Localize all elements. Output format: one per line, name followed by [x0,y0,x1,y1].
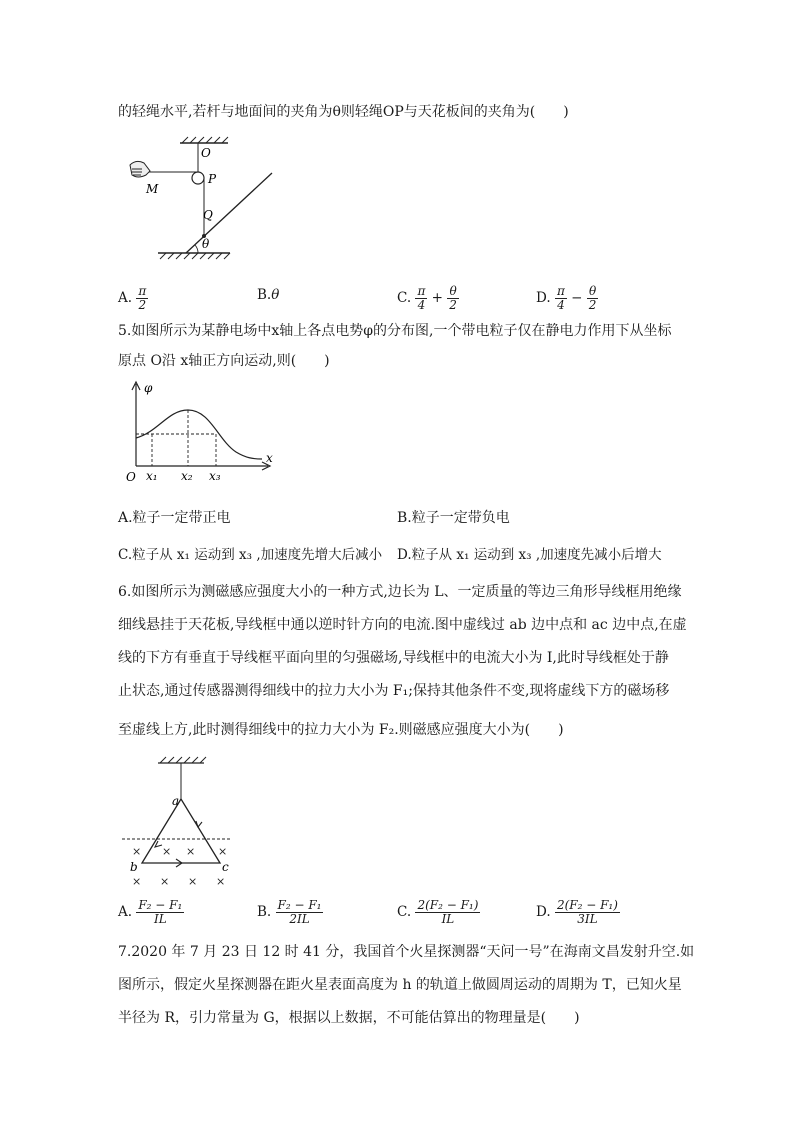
cross-6: × [160,875,170,888]
q7-line1: 7.2020 年 7 月 23 日 12 时 41 分，我国首个火星探测器“天问一号”在海南文昌发射升空.如 [118,944,695,960]
label-b: b [130,860,138,874]
q5-option-c[interactable]: C.粒子从 x₁ 运动到 x₃ ,加速度先增大后减小 [118,547,383,563]
label-a: a [172,794,180,808]
dashed-guides [136,410,216,466]
cross-1: × [132,845,142,858]
angle-arc [195,245,198,253]
q5-option-b[interactable]: B.粒子一定带负电 [397,510,510,526]
fraction: $\frac{\theta}{2}$ [449,284,457,312]
cross-4: × [218,845,228,858]
current-arrow-ab [155,841,162,847]
q6-option-c[interactable]: C. $\frac{\text{2(F₂ − F₁)}}{IL}$ [397,898,479,926]
fraction: $\frac{\text{2(F₂ − F₁)}}{IL}$ [417,898,479,926]
q7-line3: 半径为 R，引力常量为 G，根据以上数据，不可能估算出的物理量是( ) [118,1010,580,1026]
q5-stem-line2: 原点 O沿 x轴正方向运动,则( ) [118,353,330,369]
q5-option-a[interactable]: A.粒子一定带正电 [118,510,231,526]
ceiling-hatch [160,757,206,763]
fraction: $\frac{\pi}{4}$ [417,284,426,312]
label-phi: φ [144,381,153,395]
q4-option-c[interactable]: C. $\frac{\pi}{4}$ + $\frac{\theta}{2}$ [397,284,457,312]
cross-2: × [162,845,172,858]
fraction: $\frac{\theta}{2}$ [588,284,597,312]
q6-line1: 6.如图所示为测磁感应强度大小的一种方式,边长为 L、一定质量的等边三角形导线框用绝缘 [118,584,682,600]
q5-stem-line1: 5.如图所示为某静电场中x轴上各点电势φ的分布图,一个带电粒子仅在静电力作用下从坐标 [118,323,672,339]
q5-graph [118,378,288,488]
label-m: M [146,182,159,196]
q4-option-b[interactable]: B.θ [257,287,280,303]
ceiling-hatch [182,137,228,143]
q6-option-a[interactable]: A. $\frac{\text{F₂ − F₁}}{IL}$ [118,898,183,926]
ground-hatch [160,253,230,259]
label-origin: O [126,470,136,484]
cross-8: × [216,875,226,888]
q4-option-a[interactable]: A. $\frac{\pi}{2}$ [118,284,147,312]
fraction: $\frac{\pi}{4}$ [556,284,565,312]
fraction: $\frac{\text{2(F₂ − F₁)}}{3IL}$ [556,898,618,926]
fraction: $\frac{\text{F₂ − F₁}}{2IL}$ [277,898,322,926]
q4-option-d[interactable]: D. $\frac{\pi}{4}$ − $\frac{\theta}{2}$ [536,284,597,312]
q6-line2: 细线悬挂于天花板,导线框中通以逆时针方向的电流.图中虚线过 ab 边中点和 ac 边中点,在虚 [118,617,687,633]
label-c: c [222,860,229,874]
hand-icon [130,161,150,177]
q4-figure [118,135,288,265]
label-x2: x₂ [181,469,193,483]
cross-3: × [186,845,196,858]
fraction: $\frac{\pi}{2}$ [138,284,147,312]
label-q: Q [203,208,213,222]
label-x3: x₃ [209,469,221,483]
label-x1: x₁ [146,469,158,483]
label-x: x [266,451,273,465]
cross-7: × [188,875,198,888]
wire-frame-triangle [142,799,220,863]
q6-figure [118,755,248,895]
potential-curve [136,410,262,459]
q4-stem: 的轻绳水平,若杆与地面间的夹角为θ则轻绳OP与天花板间的夹角为( ) [118,104,569,120]
q6-line4: 止状态,通过传感器测得细线中的拉力大小为 F₁;保持其他条件不变,现将虚线下方的磁场移 [118,683,670,699]
label-o: O [201,146,211,160]
fraction: $\frac{\text{F₂ − F₁}}{IL}$ [138,898,183,926]
q6-line5: 至虚线上方,此时测得细线中的拉力大小为 F₂.则磁感应强度大小为( ) [118,722,564,738]
q5-option-d[interactable]: D.粒子从 x₁ 运动到 x₃ ,加速度先减小后增大 [397,547,662,563]
q6-line3: 线的下方有垂直于导线框平面向里的匀强磁场,导线框中的电流大小为 I,此时导线框处于静 [118,650,669,666]
q6-option-d[interactable]: D. $\frac{\text{2(F₂ − F₁)}}{3IL}$ [536,898,618,926]
label-p: P [208,172,217,186]
q6-option-b[interactable]: B. $\frac{\text{F₂ − F₁}}{2IL}$ [257,898,322,926]
rod [186,173,272,253]
label-theta: θ [202,237,210,251]
q7-line2: 图所示，假定火星探测器在距火星表面高度为 h 的轨道上做圆周运动的周期为 T，已知火星 [118,977,682,993]
cross-5: × [132,875,142,888]
pulley [192,172,204,184]
